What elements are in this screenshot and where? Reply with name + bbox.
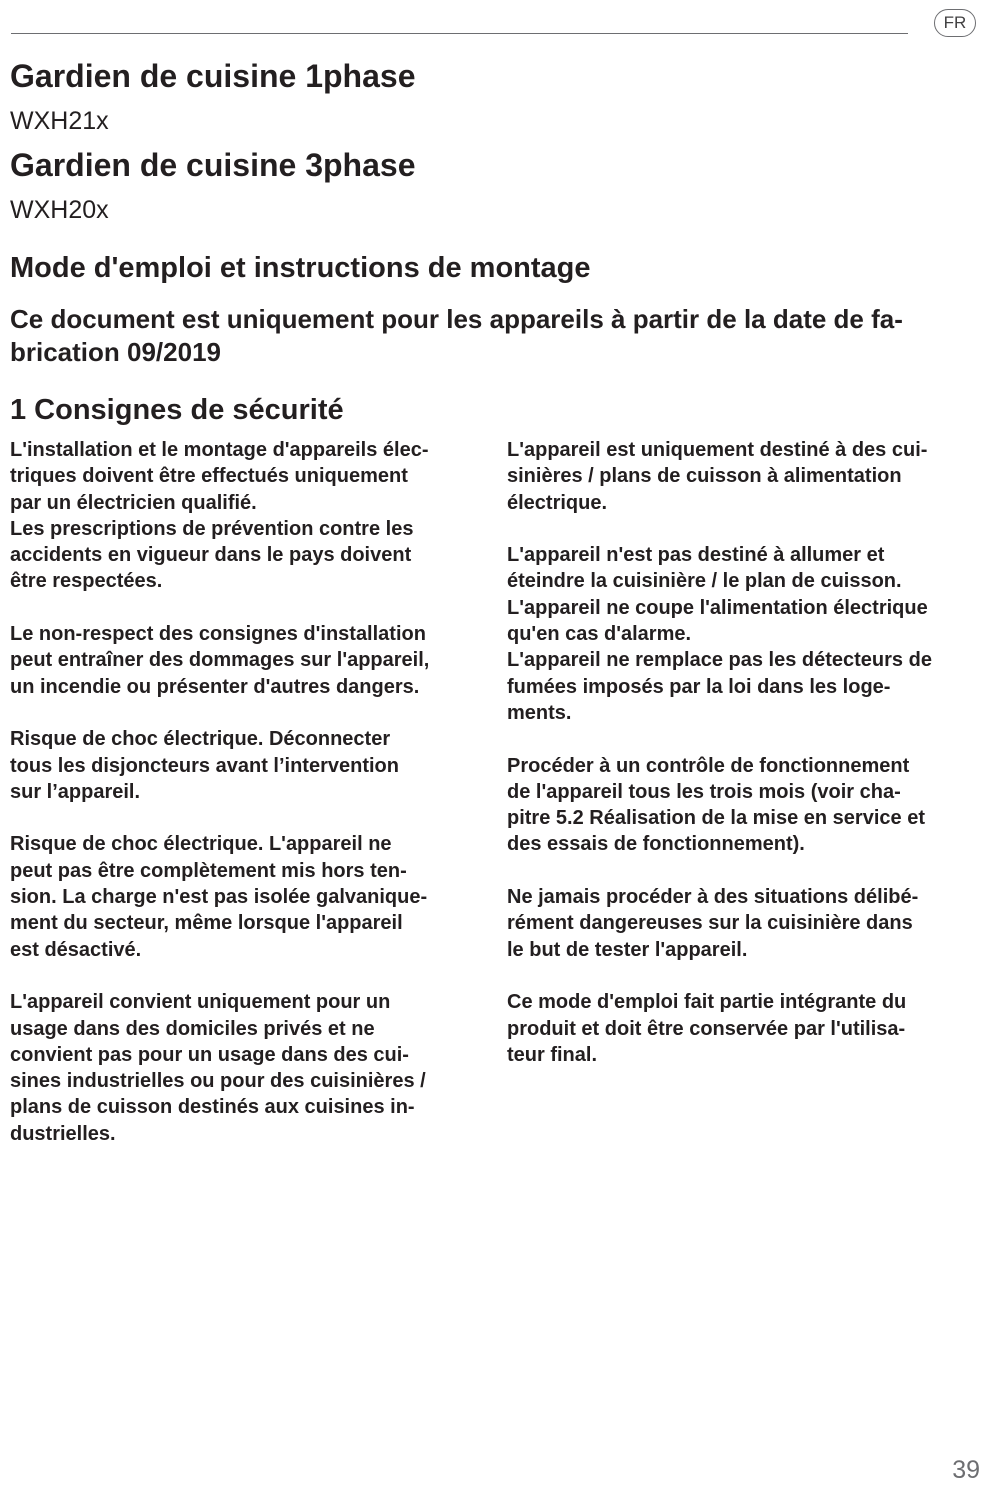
paragraph: Le non-respect des consignes d'installation peut entraîner des dommages sur l'appareil, un incendie ou présenter d'autres dangers. bbox=[10, 623, 430, 698]
paragraph: L'appareil n'est pas destiné à allumer et éteindre la cuisinière / le plan de cuisson. L'appareil ne coupe l'alimentation électrique qu'en cas d'alarme. L'appareil ne remplace pas les détecteurs de fumées imposés par la loi dans les loge- ments. bbox=[507, 544, 932, 724]
paragraph: Procéder à un contrôle de fonctionnement de l'appareil tous les trois mois (voir cha- pitre 5.2 Réalisation de la mise en service et des essais de fonctionnement). bbox=[507, 754, 925, 856]
paragraph: Ce mode d'emploi fait partie intégrante du produit et doit être conservée par l'utilisa- teur final. bbox=[507, 991, 907, 1066]
product-title-3phase: Gardien de cuisine 3phase bbox=[10, 147, 416, 183]
product-title-1phase: Gardien de cuisine 1phase bbox=[10, 58, 416, 94]
mode-heading: Mode d'emploi et instructions de montage bbox=[10, 252, 591, 284]
paragraph: Risque de choc électrique. Déconnecter tous les disjoncteurs avant l’intervention sur l’appareil. bbox=[10, 728, 399, 803]
top-rule bbox=[11, 33, 908, 34]
page-number: 39 bbox=[952, 1456, 980, 1484]
paragraph: L'installation et le montage d'appareils élec- triques doivent être effectués uniquement par un électricien qualifié. Les prescriptions de prévention contre les accidents en vigueur dans le pays doivent être respectées. bbox=[10, 439, 429, 593]
validity-notice: Ce document est uniquement pour les appareils à partir de la date de fa- brication 09/2019 bbox=[10, 304, 903, 367]
model-number-1phase: WXH21x bbox=[10, 107, 109, 135]
left-column bbox=[10, 437, 480, 1147]
language-badge: FR bbox=[934, 9, 976, 37]
right-column bbox=[507, 437, 982, 1068]
paragraph: Ne jamais procéder à des situations délibé- rément dangereuses sur la cuisinière dans le but de tester l'appareil. bbox=[507, 886, 919, 961]
paragraph: L'appareil convient uniquement pour un usage dans des domiciles privés et ne convient pas pour un usage dans des cui- sines industrielles ou pour des cuisinières / plans de cuisson destinés aux cuisines in- dustrielles. bbox=[10, 991, 426, 1145]
paragraph: L'appareil est uniquement destiné à des cui- sinières / plans de cuisson à alimentation électrique. bbox=[507, 439, 928, 514]
model-number-3phase: WXH20x bbox=[10, 196, 109, 224]
paragraph: Risque de choc électrique. L'appareil ne peut pas être complètement mis hors ten- sion. La charge n'est pas isolée galvanique- ment du secteur, même lorsque l'appareil est désactivé. bbox=[10, 833, 428, 961]
section-title: 1 Consignes de sécurité bbox=[10, 394, 344, 426]
